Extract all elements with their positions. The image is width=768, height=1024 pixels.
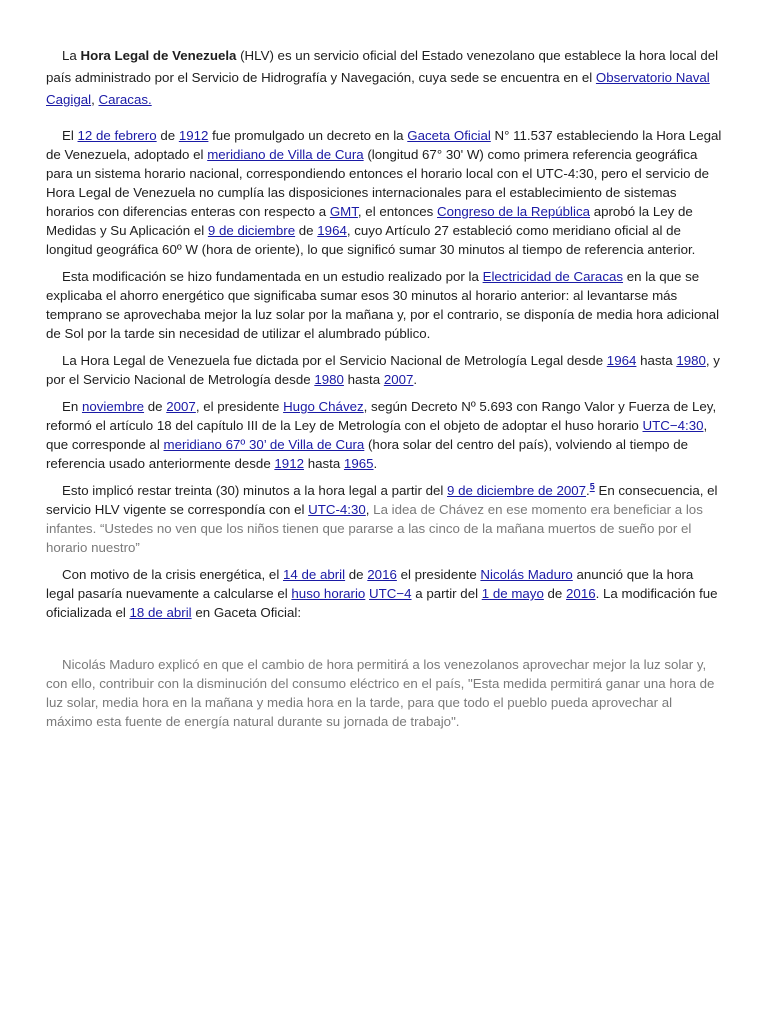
link-electricidad-de-caracas[interactable]: Electricidad de Caracas	[482, 269, 624, 284]
text: de	[144, 399, 167, 414]
text: el presidente	[396, 567, 481, 582]
text: .	[413, 372, 418, 387]
paragraph-2007-reform	[46, 397, 722, 473]
text: ,	[365, 502, 374, 517]
link-1-de-mayo[interactable]: 1 de mayo	[481, 586, 544, 601]
text: . La modificación fue oficializada el	[46, 586, 718, 620]
link-12-de-febrero[interactable]: 12 de febrero	[77, 128, 157, 143]
link-caracas[interactable]: Caracas.	[98, 92, 152, 107]
link-nicolas-maduro[interactable]: Nicolás Maduro	[480, 567, 573, 582]
text: en Gaceta Oficial:	[191, 605, 302, 620]
text: La Hora Legal de Venezuela fue dictada por el Servicio Nacional de Metrología Legal desde	[62, 353, 607, 368]
text: de	[295, 223, 318, 238]
text: , el entonces	[357, 204, 437, 219]
chavez-quote: La idea de Chávez en ese momento era beneficiar a los infantes. “Ustedes no ven que los niños tienen que pararse a las cinco de la mañana muertos de sueño por el horario nuestro”	[46, 502, 703, 555]
link-observatorio-naval-cagigal[interactable]: Observatorio Naval Cagigal	[46, 70, 710, 107]
text: (longitud 67° 30' W) como primera referencia geográfica para un sistema horario nacional, correspondiendo entonces el horario local con el UTC-4:30, pero el servicio de Hora Legal de Venezuela no cumplía las disposiciones internacionales para el establecimiento de sistemas horarios con diferencias enteras con respecto a	[46, 147, 709, 219]
footnote-link[interactable]: 5	[589, 481, 595, 492]
link-congreso-de-la-republica[interactable]: Congreso de la República	[437, 204, 591, 219]
term-hora-legal: Hora Legal de Venezuela	[80, 48, 237, 63]
link-meridiano-villa-de-cura[interactable]: meridiano de Villa de Cura	[207, 147, 364, 162]
text: hasta	[636, 353, 677, 368]
paragraph-metrologia	[46, 351, 722, 389]
link-utc-4-30[interactable]: UTC-4:30	[308, 502, 366, 517]
text: El	[62, 128, 78, 143]
text: Nicolás Maduro explicó en que el cambio de hora permitirá a los venezolanos aprovechar mejor la luz solar y, con ello, contribuir con la disminución del consumo eléctrico en el país, "Esta medida permitirá ganar una hora de luz solar, media hora en la mañana y media hora en la tarde, para que todo el pueblo pueda aprovechar al máximo esta fuente de energía natural durante su jornada de trabajo".	[46, 657, 715, 729]
link-1964[interactable]: 1964	[317, 223, 347, 238]
text: En	[62, 399, 82, 414]
text: Con motivo de la crisis energética, el	[62, 567, 283, 582]
text: La	[62, 48, 81, 63]
text: de	[543, 586, 567, 601]
link-9-de-diciembre-de-2007[interactable]: 9 de diciembre de 2007	[447, 483, 587, 498]
text: .	[373, 456, 378, 471]
paragraph-time-change-2007	[46, 481, 722, 557]
text: .	[586, 483, 590, 498]
text: , que corresponde al	[46, 418, 708, 452]
link-meridiano-67-30-villa-de-cura[interactable]: meridiano 67º 30’ de Villa de Cura	[163, 437, 365, 452]
text: aprobó la Ley de Medidas y Su Aplicación el	[46, 204, 693, 238]
link-gaceta-oficial[interactable]: Gaceta Oficial	[407, 128, 491, 143]
text: Esta modificación se hizo fundamentada en un estudio realizado por la	[62, 269, 483, 284]
text: Esto implicó restar treinta (30) minutos a la hora legal a partir del	[62, 483, 448, 498]
paragraph-intro	[46, 45, 722, 111]
link-hugo-chavez[interactable]: Hugo Chávez	[283, 399, 364, 414]
text: , y por el Servicio Nacional de Metrología desde	[46, 353, 720, 387]
link-2007[interactable]: 2007	[383, 372, 414, 387]
link-2016[interactable]: 2016	[566, 586, 596, 601]
text: de	[156, 128, 179, 143]
link-huso-horario[interactable]: huso horario	[291, 586, 366, 601]
link-1912[interactable]: 1912	[178, 128, 209, 143]
text: hasta	[343, 372, 384, 387]
link-1912[interactable]: 1912	[274, 456, 304, 471]
link-2007[interactable]: 2007	[166, 399, 196, 414]
link-14-de-abril[interactable]: 14 de abril	[282, 567, 346, 582]
paragraph-maduro-quote	[46, 655, 722, 731]
link-utc-4[interactable]: UTC−4	[369, 586, 412, 601]
text: en la que se explicaba el ahorro energético que significaba sumar esos 30 minutos al horario anterior: al levantarse más temprano se aprovechaba mejor la luz solar por la mañana y, por el contrario, se disponía de media hora adicional de Sol por la tarde sin necesidad de utilizar el alumbrado público.	[46, 269, 720, 341]
text: (hora solar del centro del país), volviendo al tiempo de referencia usado anteriormente desde	[46, 437, 689, 471]
link-gmt[interactable]: GMT	[329, 204, 358, 219]
text: N° 11.537 estableciendo la Hora Legal de Venezuela, adoptado el	[46, 128, 722, 162]
text: anunció que la hora legal pasaría nuevamente a calcularse el	[46, 567, 694, 601]
paragraph-history-1912	[46, 126, 722, 259]
text: a partir del	[411, 586, 482, 601]
text: , según Decreto Nº 5.693 con Rango Valor y Fuerza de Ley, reformó el artículo 18 del capítulo III de la Ley de Metrología con el objeto de adoptar el huso horario	[46, 399, 717, 433]
link-1964[interactable]: 1964	[606, 353, 637, 368]
text: hasta	[304, 456, 344, 471]
link-utc-4-30[interactable]: UTC−4:30	[642, 418, 704, 433]
text: de	[345, 567, 368, 582]
link-1965[interactable]: 1965	[343, 456, 374, 471]
link-noviembre[interactable]: noviembre	[81, 399, 145, 414]
text: (HLV) es un servicio oficial del Estado venezolano que establece la hora local del país administrado por el Servicio de Hidrografía y Navegación, cuya sede se encuentra en el	[46, 48, 719, 85]
text: En consecuencia, el servicio HLV vigente se correspondía con el	[46, 483, 718, 517]
text: , cuyo Artículo 27 estableció como meridiano oficial al de longitud geográfica 60º W (hora de oriente), lo que significó sumar 30 minutos al tiempo de referencia anterior.	[46, 223, 696, 257]
text: ,	[91, 92, 99, 107]
text: fue promulgado un decreto en la	[208, 128, 408, 143]
link-9-de-diciembre[interactable]: 9 de diciembre	[207, 223, 296, 238]
text: , el presidente	[195, 399, 284, 414]
link-1980[interactable]: 1980	[676, 353, 706, 368]
paragraph-2016-change	[46, 565, 722, 622]
link-1980[interactable]: 1980	[314, 372, 344, 387]
link-2016[interactable]: 2016	[367, 567, 397, 582]
paragraph-modification	[46, 267, 722, 343]
link-18-de-abril[interactable]: 18 de abril	[129, 605, 192, 620]
